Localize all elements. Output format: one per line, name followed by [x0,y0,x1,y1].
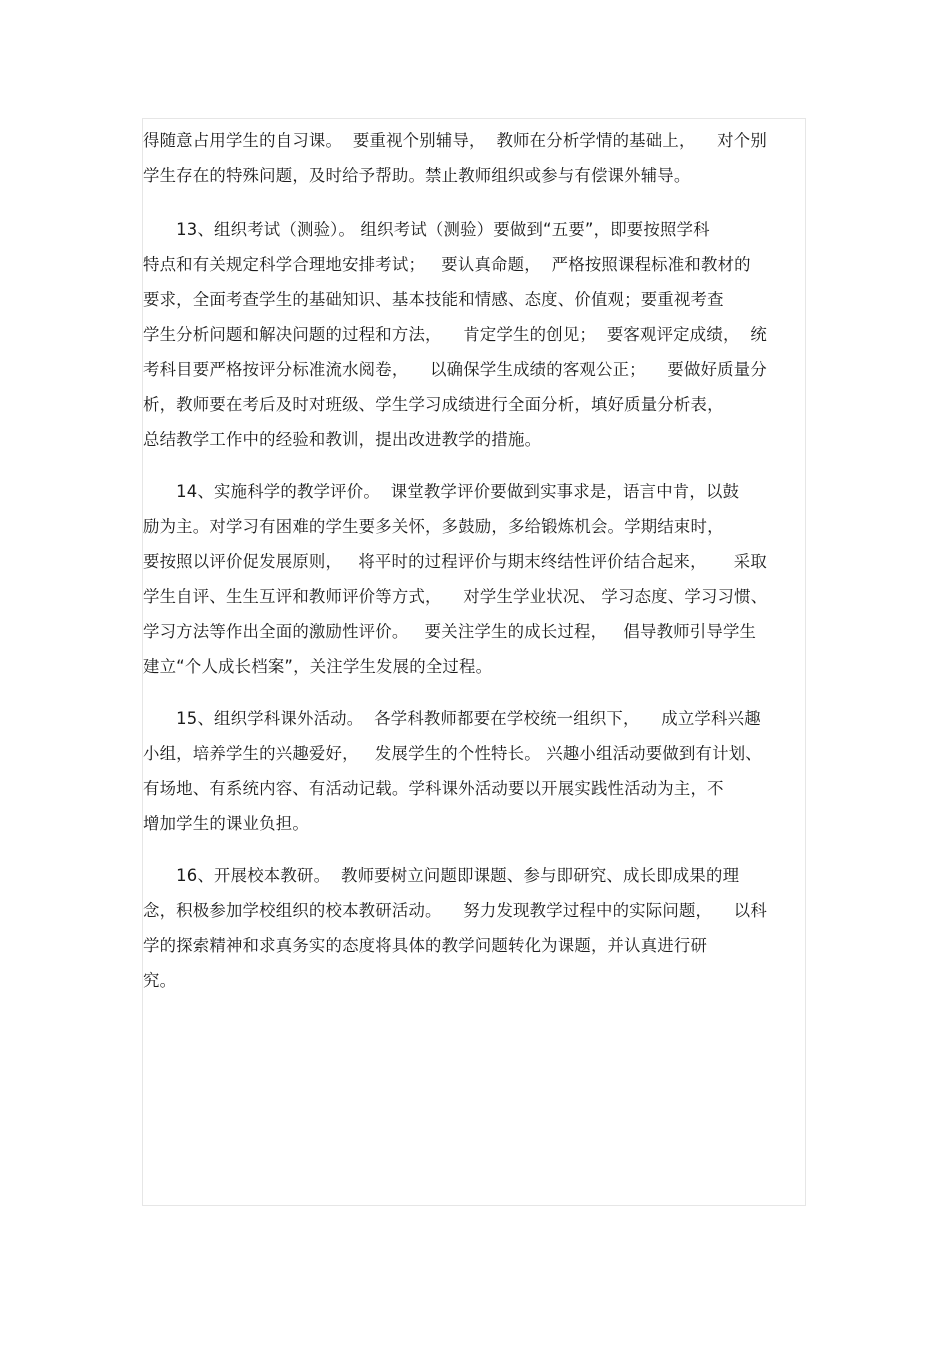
paragraph-item-13 [143,212,815,457]
text-line: 建立“个人成长档案”，关注学生发展的全过程。 [143,657,493,676]
text-line: 增加学生的课业负担。 [143,814,309,833]
paragraph-continuation [143,123,815,193]
text-line: 得随意占用学生的自习课。 要重视个别辅导， 教师在分析学情的基础上， 对个别 [143,131,767,150]
text-line: 学生自评、生生互评和教师评价等方式， 对学生学业状况、 学习态度、学习习惯、 [143,587,768,606]
document-body [143,123,815,998]
paragraph-item-15 [143,701,815,841]
text-line: 要求，全面考查学生的基础知识、基本技能和情感、态度、价值观；要重视考查 [143,290,724,309]
text-line: 考科目要严格按评分标准流水阅卷， 以确保学生成绩的客观公正； 要做好质量分 [143,360,767,379]
text-line: 16、开展校本教研。 教师要树立问题即课题、参与即研究、成长即成果的理 [143,866,740,885]
text-line: 念，积极参加学校组织的校本教研活动。 努力发现教学过程中的实际问题， 以科 [143,901,767,920]
text-line: 学的探索精神和求真务实的态度将具体的教学问题转化为课题，并认真进行研 [143,936,708,955]
text-line: 究。 [143,971,177,990]
text-line: 总结教学工作中的经验和教训，提出改进教学的措施。 [143,430,542,449]
text-line: 学习方法等作出全面的激励性评价。 要关注学生的成长过程， 倡导教师引导学生 [143,622,757,641]
text-line: 15、组织学科课外活动。 各学科教师都要在学校统一组织下， 成立学科兴趣 [143,709,761,728]
text-line: 析，教师要在考后及时对班级、学生学习成绩进行全面分析，填好质量分析表， [143,395,724,414]
paragraph-item-14 [143,474,815,684]
text-line: 小组，培养学生的兴趣爱好， 发展学生的个性特长。 兴趣小组活动要做到有计划、 [143,744,762,763]
text-line: 有场地、有系统内容、有活动记载。学科课外活动要以开展实践性活动为主，不 [143,779,724,798]
text-line: 学生存在的特殊问题，及时给予帮助。禁止教师组织或参与有偿课外辅导。 [143,166,691,185]
paragraph-item-16 [143,858,815,998]
text-line: 特点和有关规定科学合理地安排考试； 要认真命题， 严格按照课程标准和教材的 [143,255,751,274]
text-line: 励为主。对学习有困难的学生要多关怀，多鼓励，多给锻炼机会。学期结束时， [143,517,724,536]
text-line: 13、组织考试（测验）。 组织考试（测验）要做到“五要”，即要按照学科 [143,220,710,239]
text-line: 要按照以评价促发展原则， 将平时的过程评价与期末终结性评价结合起来， 采取 [143,552,767,571]
text-line: 14、实施科学的教学评价。 课堂教学评价要做到实事求是，语言中肯，以鼓 [143,482,740,501]
text-line: 学生分析问题和解决问题的过程和方法， 肯定学生的创见； 要客观评定成绩， 统 [143,325,767,344]
